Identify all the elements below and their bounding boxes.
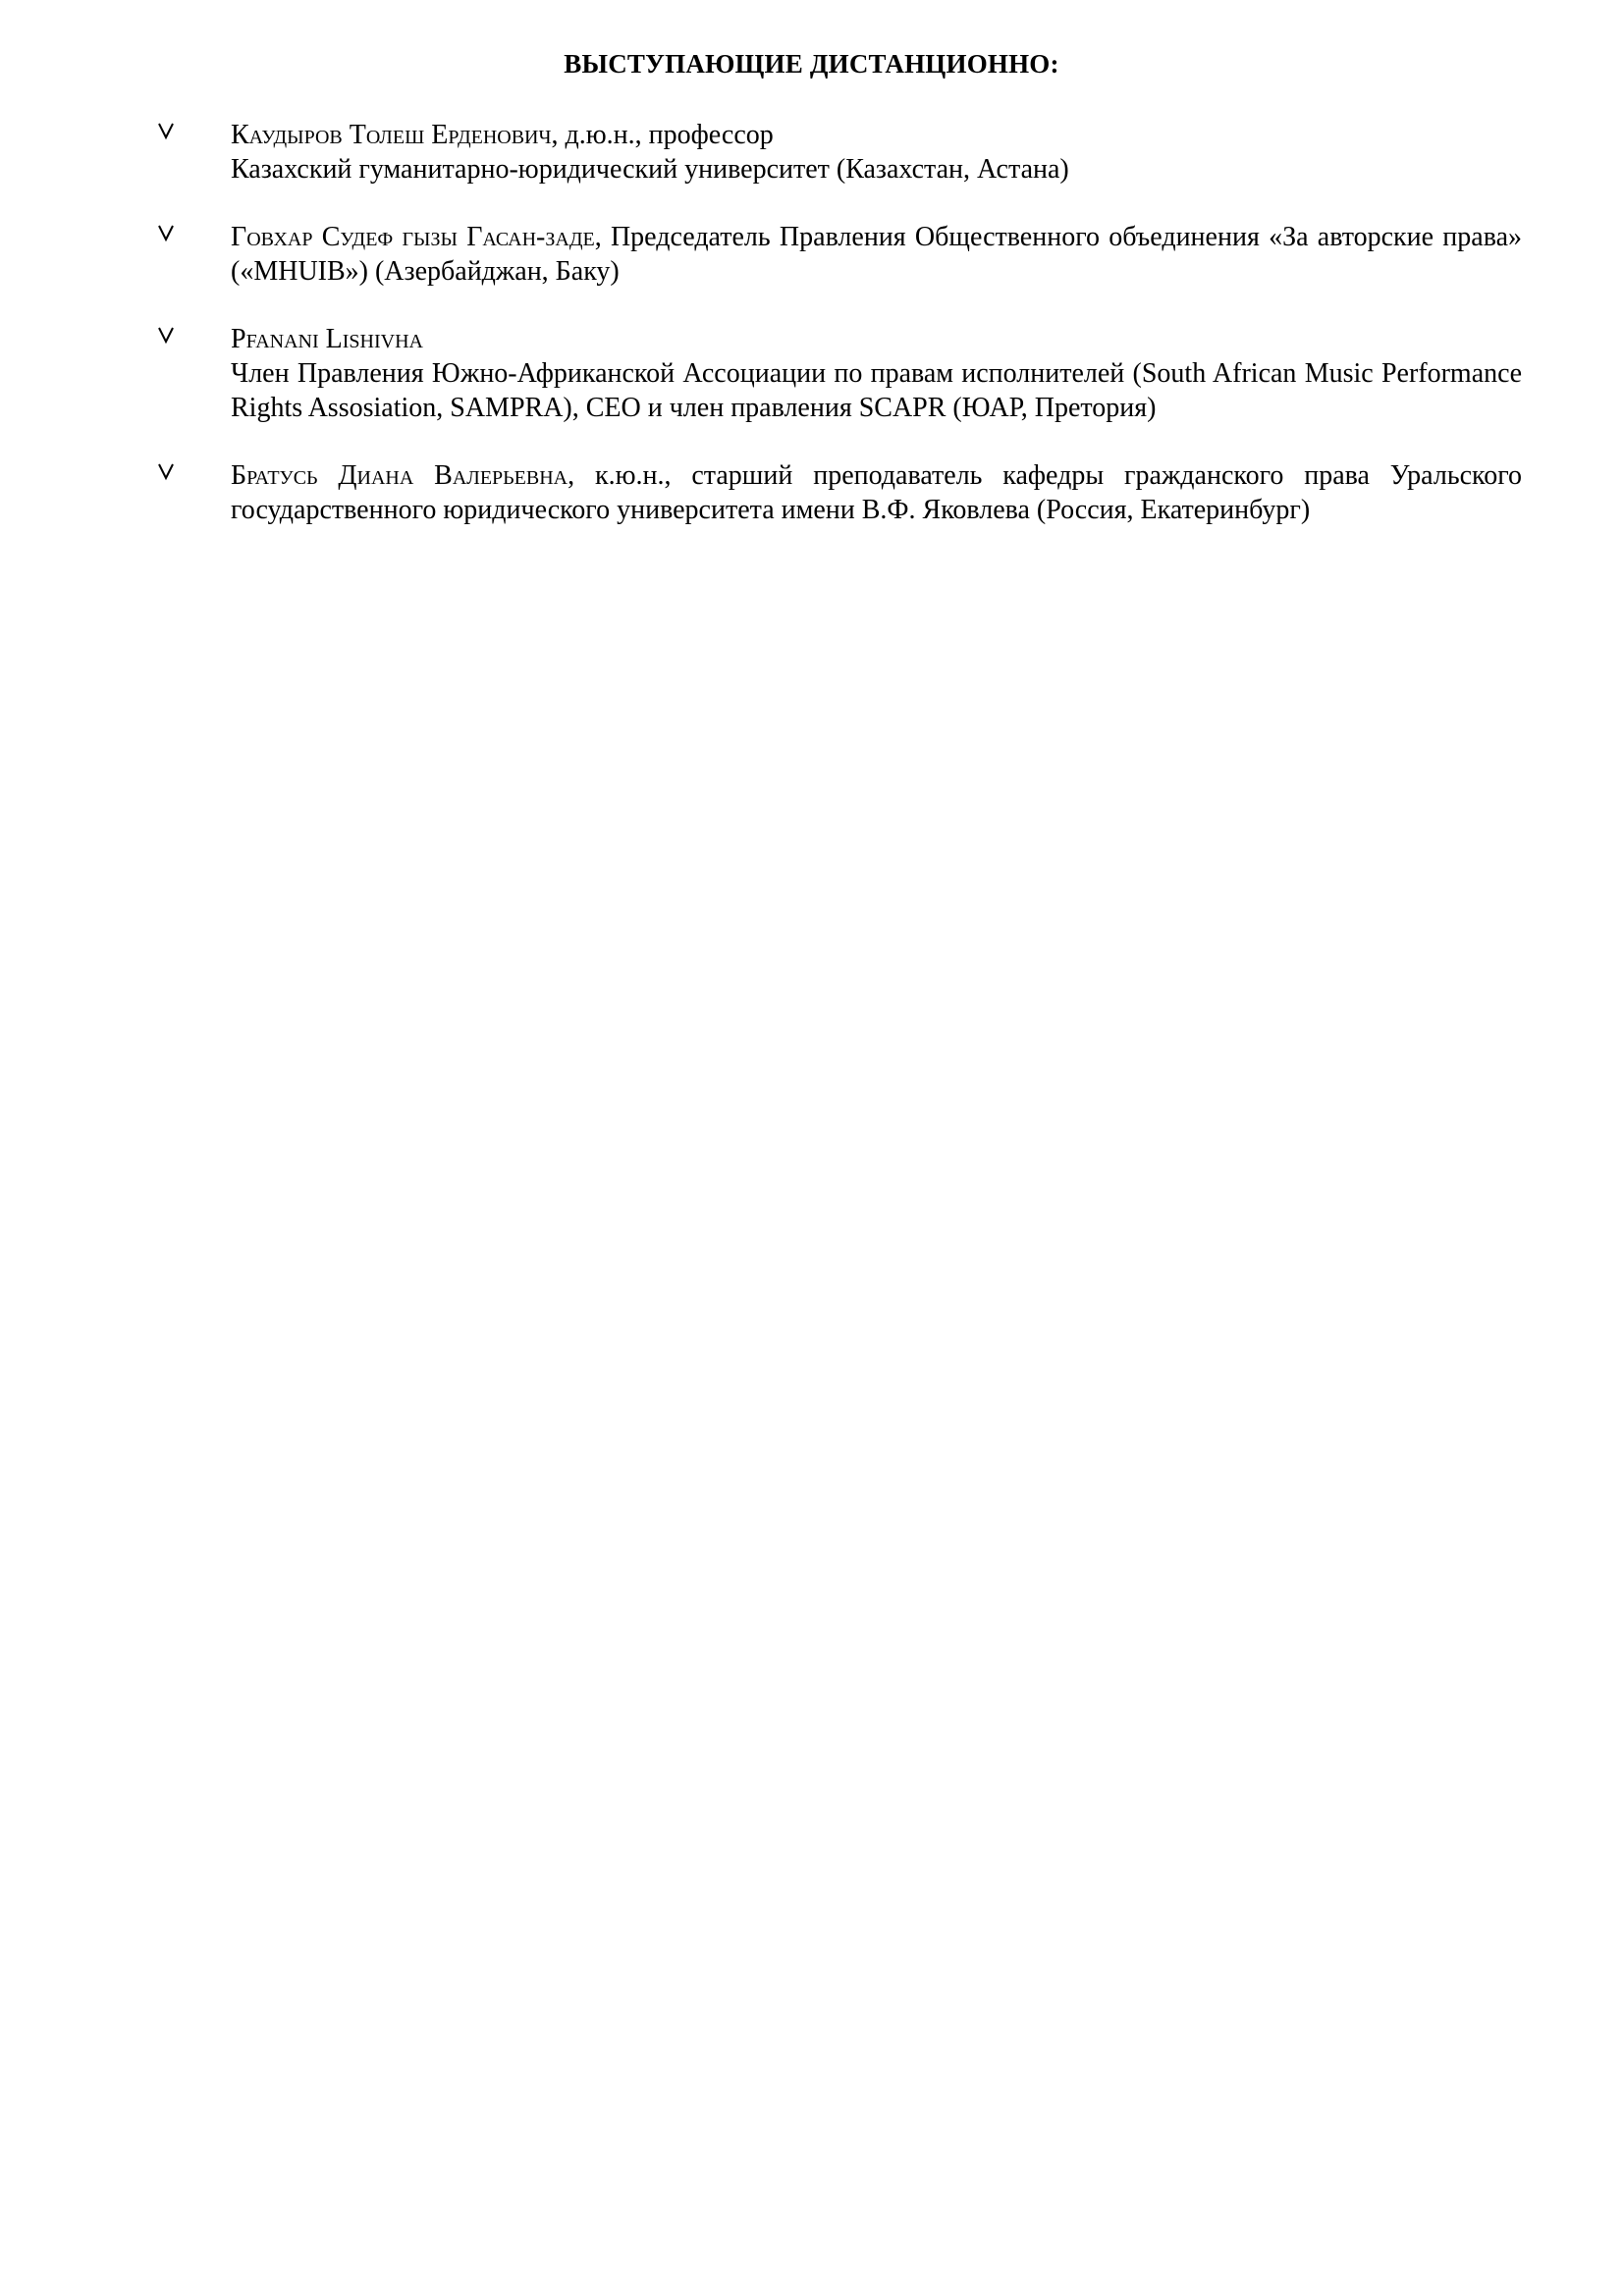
speaker-name-line (231, 322, 1522, 356)
speaker-name: Каудыров Толеш Ерденович (231, 120, 552, 150)
speaker-name: Pfanani Lishivha (231, 324, 423, 354)
speaker-list (157, 118, 1522, 561)
checkmark-bullet-icon (157, 458, 175, 484)
page-heading: ВЫСТУПАЮЩИЕ ДИСТАНЦИОННО: (564, 49, 1059, 79)
speaker-credentials: , д.ю.н., профессор (551, 120, 774, 150)
speaker-name: Братусь Диана Валерьевна (231, 460, 568, 491)
checkmark-bullet-icon (157, 220, 175, 245)
speaker-affiliation: Казахский гуманитарно-юридический университет (Казахстан, Астана) (231, 154, 1069, 185)
speaker-name-line (231, 458, 1522, 527)
speaker-affiliation: Член Правления Южно-Африканской Ассоциации по правам исполнителей (South African Music Performance Rights Assosiation, SAMPRA), CEO и член правления SCAPR (ЮАР, Претория) (231, 358, 1522, 423)
speaker-name-line (231, 118, 1522, 152)
speaker-item (157, 458, 1522, 527)
speaker-name-line (231, 220, 1522, 289)
speaker-credentials: , Председатель Правления Общественного объединения «За авторские права» («MHUIB») (Азербайджан, Баку) (231, 222, 1522, 287)
speaker-item (157, 220, 1522, 289)
speaker-item (157, 322, 1522, 425)
speaker-item (157, 118, 1522, 187)
checkmark-bullet-icon (157, 322, 175, 347)
speaker-name: Говхар Судеф гызы Гасан-заде (231, 222, 595, 252)
speaker-credentials: , к.ю.н., старший преподаватель кафедры гражданского права Уральского государственного юридического университета имени В.Ф. Яковлева (Россия, Екатеринбург) (231, 460, 1522, 525)
checkmark-bullet-icon (157, 118, 175, 143)
